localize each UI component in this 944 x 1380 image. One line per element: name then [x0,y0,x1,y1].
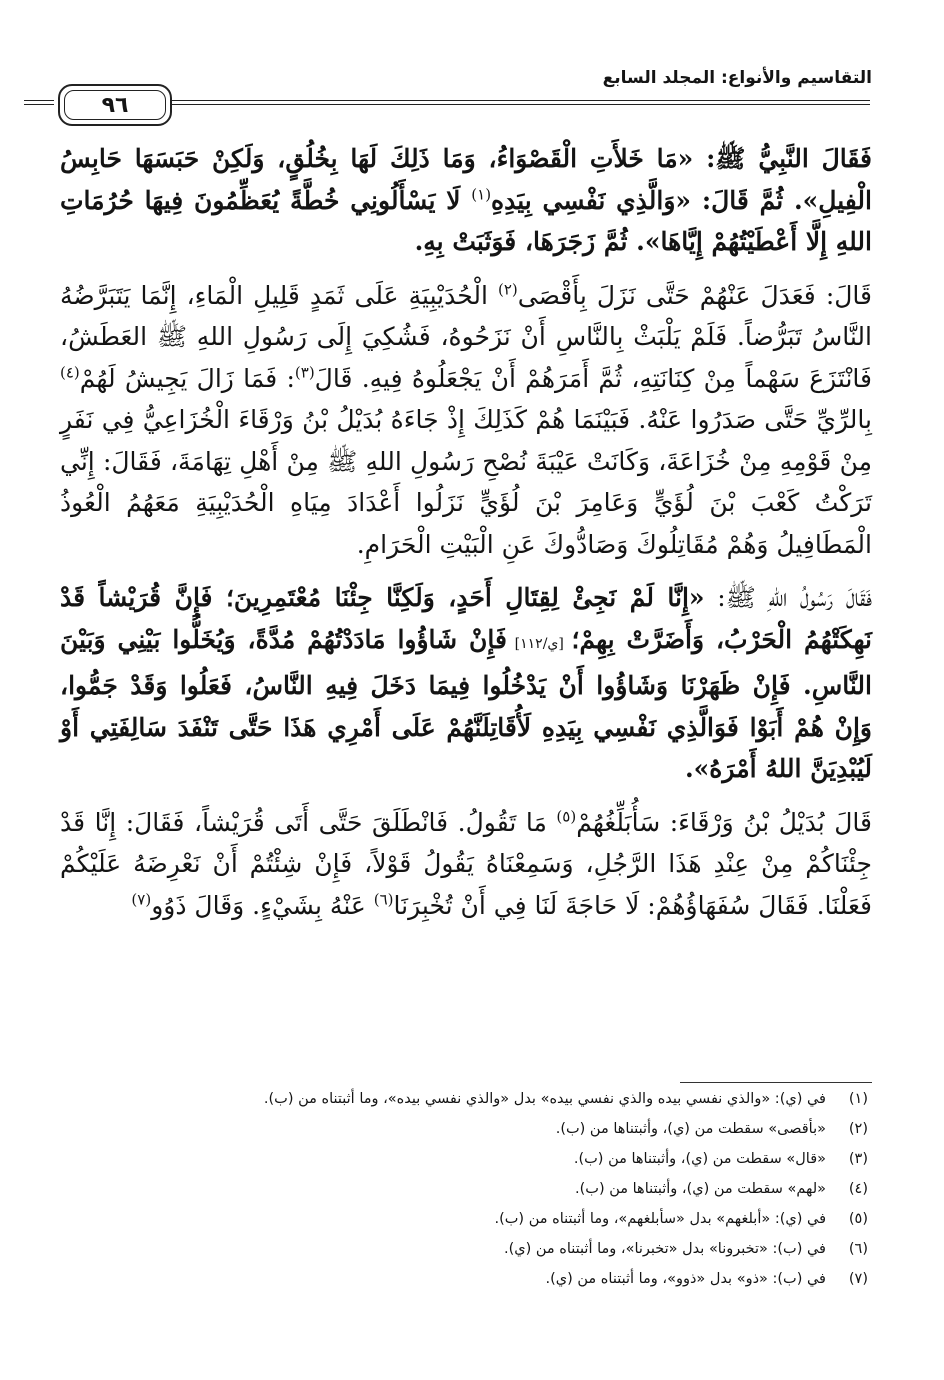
footnote-7 [60,1264,868,1294]
paragraph-2 [60,275,872,566]
paragraph-1 [60,138,872,263]
header-rule-left [24,100,54,105]
footnote-marker-3[interactable]: (٣) [294,363,315,382]
footnote-text: «قال» سقطت من (ي)، وأثبتناها من (ب). [573,1151,826,1167]
footnote-number: (١) [848,1091,868,1107]
footnote-number: (٥) [848,1211,868,1227]
paragraph-3-text-b: «إِنَّا لَمْ نَجِئْ لِقِتَالِ أَحَدٍ، وَلَكِنَّا جِئْنَا مُعْتَمِرِينَ؛ فَإِنَّ قُرَيْشاً قَدْ نَهِكَتْهُمُ الْحَرْبُ، وَأَضَرَّتْ بِهِمْ؛ [60,583,872,654]
footnote-marker-2[interactable]: (٢) [497,280,518,299]
paragraph-1-text: فَقَالَ النَّبِيُّ ﷺ: «مَا خَلأَتِ الْقَصْوَاءُ، وَمَا ذَلِكَ لَهَا بِخُلُقٍ، وَلَكِنْ حَبَسَهَا حَابِسُ الْفِيلِ». ثُمَّ قَالَ: «وَالَّذِي نَفْسِي بِيَدِهِ [60,144,872,215]
footnote-5 [60,1204,868,1234]
footnote-number: (٣) [848,1151,868,1167]
footnote-6 [60,1234,868,1264]
footnote-1 [60,1084,868,1114]
footnote-separator [680,1082,872,1083]
header-rule [170,100,870,105]
footnote-4 [60,1174,868,1204]
running-title: التقاسيم والأنواع: المجلد السابع [602,68,872,88]
footnote-2 [60,1114,868,1144]
paragraph-2-text-a: قَالَ: فَعَدَلَ عَنْهُمْ حَتَّى نَزَلَ بِأَقْصَى [517,280,872,310]
footnote-text: في (ب): «ذو» بدل «ذوو»، وما أثبتناه من (ي). [545,1271,826,1287]
manuscript-reference: [ي/١١٢] [506,635,572,652]
paragraph-2-text-b: الْحُدَيْبِيَةِ عَلَى ثَمَدٍ قَلِيلِ الْمَاءِ، إِنَّمَا يَتَبَرَّضُهُ النَّاسُ تَبَرُّضاً. فَلَمْ يَلْبَثْ بِالنَّاسِ أَنْ نَزَحُوهُ، فَشُكِيَ إِلَى رَسُولِ اللهِ ﷺ العَطَشُ، فَانْتَزَعَ سَهْماً مِنْ كِنَانَتِهِ، ثُمَّ أَمَرَهُمْ أَنْ يَجْعَلُوهُ فِيهِ. قَالَ [60,280,872,393]
paragraph-4-text-b: مَا تَقُولُ. فَانْطَلَقَ حَتَّى أَتَى قُرَيْشاً، فَقَالَ: إِنَّا قَدْ جِئْنَاكُمْ مِنْ عِنْدِ هَذَا الرَّجُلِ، وَسَمِعْنَاهُ يَقُولُ قَوْلاً، فَإِنْ شِئْتُمْ أَنْ نَعْرِضَهُ عَلَيْكُمْ فَعَلْنَا. فَقَالَ سُفَهَاؤُهُمْ: لَا حَاجَةَ لَنَا فِي أَنْ تُخْبِرَنَا [60,807,872,920]
page-number: ٩٦ [101,92,129,118]
footnote-number: (٧) [848,1271,868,1287]
paragraph-4 [60,802,872,927]
footnote-text: في (ي): «والذي نفسي بيده والذي نفسي بيده» بدل «والذي نفسي بيده»، وما أثبتناه من (ب). [263,1091,826,1107]
footnote-marker-7[interactable]: (٧) [131,890,152,909]
paragraph-2-text-d: بِالرِّيِّ حَتَّى صَدَرُوا عَنْهُ. فَبَيْنَمَا هُمْ كَذَلِكَ إِذْ جَاءَهُ بُدَيْلُ بْنُ وَرْقَاءَ الْخُزَاعِيُّ فِي نَفَرٍ مِنْ قَوْمِهِ مِنْ خُزَاعَةَ، وَكَانَتْ عَيْبَةَ نُصْحِ رَسُولِ اللهِ ﷺ مِنْ أَهْلِ تِهَامَةَ، فَقَالَ: إِنِّي تَرَكْتُ كَعْبَ بْنَ لُؤَيٍّ وَعَامِرَ بْنَ لُؤَيٍّ نَزَلُوا أَعْدَادَ مِيَاهِ الْحُدَيْبِيَةِ مَعَهُمُ الْعُوذُ الْمَطَافِيلُ وَهُمْ مُقَاتِلُوكَ وَصَادُّوكَ عَنِ الْبَيْتِ الْحَرَامِ. [60,405,872,559]
footnote-marker-5[interactable]: (٥) [556,807,577,826]
paragraph-3 [60,577,872,790]
footnote-text: «لهم» سقطت من (ي)، وأثبتناها من (ب). [575,1181,826,1197]
footnote-text: في (ب): «تخبرونا» بدل «تخبرنا»، وما أثبتناه من (ي). [503,1241,826,1257]
paragraph-2-text-c: : فَمَا زَالَ يَجِيشُ لَهُمْ [79,363,295,393]
paragraph-1-text-cont: لَا يَسْأَلُونِي خُطَّةً يُعَظِّمُونَ فِيهَا حُرُمَاتِ اللهِ إِلَّا أَعْطَيْتُهُمْ إِيَّاهَا». ثُمَّ زَجَرَهَا، فَوَثَبَتْ بِهِ. [60,185,872,256]
footnote-number: (٢) [848,1121,868,1137]
footnote-number: (٤) [848,1181,868,1197]
footnote-marker-6[interactable]: (٦) [373,890,394,909]
footnote-text: «بأقصى» سقطت من (ي)، وأثبتناها من (ب). [555,1121,826,1137]
paragraph-3-text-c: فَإِنْ شَاؤُوا مَادَدْتُهُمْ مُدَّةً، وَيُخَلُّوا بَيْنِي وَبَيْنَ النَّاسِ. فَإِنْ ظَهَرْنَا وَشَاؤُوا أَنْ يَدْخُلُوا فِيمَا دَخَلَ فِيهِ النَّاسُ، فَعَلُوا وَقَدْ جَمُّوا، وَإِنْ هُمْ أَبَوْا فَوَالَّذِي نَفْسِي بِيَدِهِ لَأُقَاتِلَنَّهُمْ عَلَى أَمْرِي هَذَا حَتَّى تَنْفَدَ سَالِفَتِي أَوْ لَيُبْدِيَنَّ اللهُ أَمْرَهُ». [60,624,872,783]
footnote-number: (٦) [848,1241,868,1257]
paragraph-4-text-c: عَنْهُ بِشَيْءٍ. وَقَالَ ذَوُو [151,890,374,920]
page-header [58,64,872,124]
footnote-marker-1[interactable]: (١) [471,185,492,204]
paragraph-3-text-a: فَقَالَ رَسُولُ اللهِ ﷺ: [704,583,872,612]
footnote-marker-4[interactable]: (٤) [60,363,80,382]
page-number-frame [58,84,172,126]
paragraph-4-text-a: قَالَ بُدَيْلُ بْنُ وَرْقَاءَ: سَأُبَلِّغُهُمْ [576,807,872,837]
footnote-text: في (ي): «أبلغهم» بدل «سأبلغهم»، وما أثبتناه من (ب). [494,1211,826,1227]
main-text [60,138,872,938]
footnotes [60,1084,868,1294]
footnote-3 [60,1144,868,1174]
